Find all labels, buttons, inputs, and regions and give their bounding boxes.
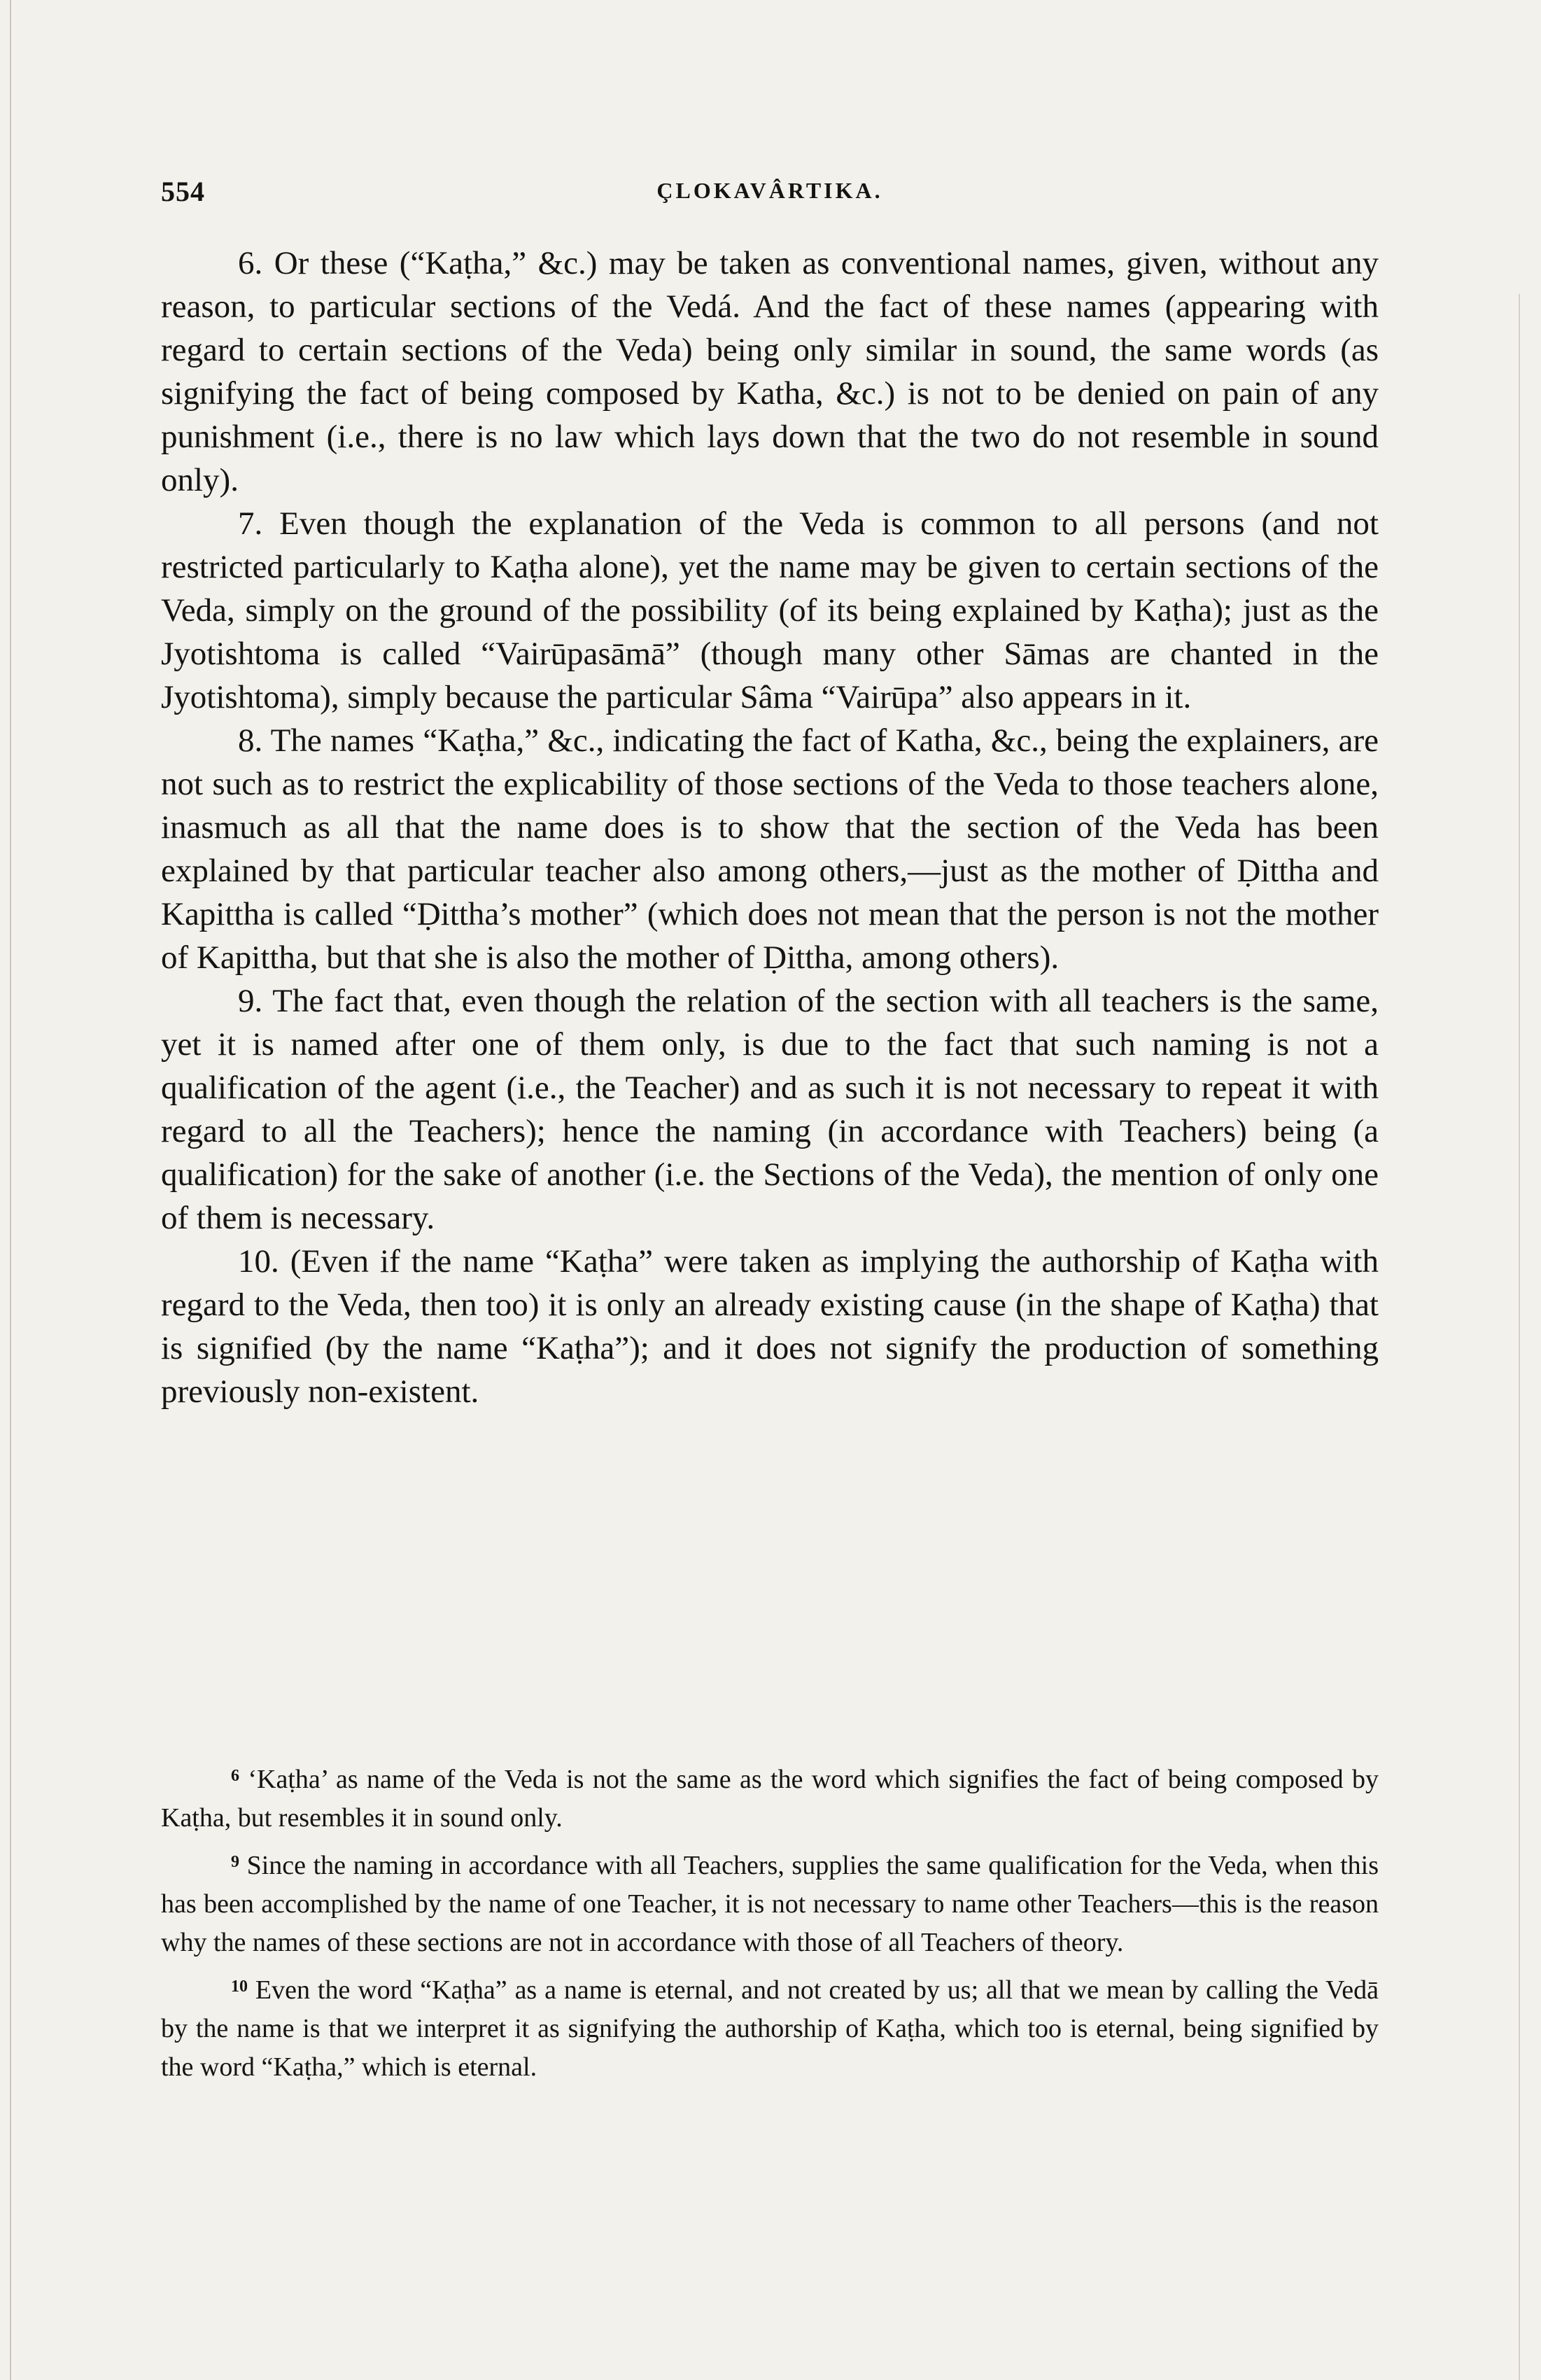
page-edge-line	[10, 0, 11, 2380]
paragraph-9: 9. The fact that, even though the relation of the section with all teachers is the same, yet it is named after one of them only, is due to the fact that such naming is not a qualification of the agent (i.e., the Teacher) and as such it is not necessary to repeat it with regard to all the Teachers); hence the naming (in accordance with Teachers) being (a qualification) for the sake of another (i.e. the Sections of the Veda), the mention of only one of them is necessary.	[161, 983, 1379, 1236]
paragraph-7: 7. Even though the explanation of the Veda is common to all persons (and not restricted particularly to Kaṭha alone), yet the name may be given to certain sections of the Veda, simply on the ground of the possibility (of its being explained by Kaṭha); just as the Jyotishtoma is called “Vairūpasāmā” (though many other Sāmas are chanted in the Jyotishtoma), simply because the particular Sâma “Vairūpa” also appears in it.	[161, 505, 1379, 715]
footnote-9	[161, 1843, 1379, 1962]
footnote-6	[161, 1757, 1379, 1837]
footnotes	[161, 1757, 1379, 2092]
page-header	[161, 175, 1379, 217]
footnote-text: Even the word “Kaṭha” as a name is eternal, and not created by us; all that we mean by calling the Vedā by the name is that we interpret it as signifying the authorship of Kaṭha, which too is eternal, being signified by the word “Kaṭha,” which is eternal.	[161, 1975, 1379, 2082]
running-title: ÇLOKAVÂRTIKA.	[656, 178, 883, 203]
paragraph-6: 6. Or these (“Kaṭha,” &c.) may be taken as conventional names, given, without any reason, to particular sections of the Vedá. And the fact of these names (appearing with regard to certain sections of the Veda) being only similar in sound, the same words (as signifying the fact of being composed by Katha, &c.) is not to be denied on pain of any punishment (i.e., there is no law which lays down that the two do not resemble in sound only).	[161, 245, 1379, 498]
paragraph-10: 10. (Even if the name “Kaṭha” were taken as implying the authorship of Kaṭha with regard to the Veda, then too) it is only an already existing cause (in the shape of Kaṭha) that is signified (by the name “Kaṭha”); and it does not signify the production of something previously non-existent.	[161, 1243, 1379, 1410]
body-text	[161, 241, 1379, 1413]
footnote-10	[161, 1968, 1379, 2087]
footnote-number: 9	[231, 1853, 239, 1871]
footnote-number: 6	[231, 1767, 239, 1785]
paragraph-8: 8. The names “Kaṭha,” &c., indicating the fact of Katha, &c., being the explainers, are not such as to restrict the explicability of those sections of the Veda to those teachers alone, inasmuch as all that the name does is to show that the section of the Veda has been explained by that particular teacher also among others,—just as the mother of Ḍittha and Kapittha is called “Ḍittha’s mother” (which does not mean that the person is not the mother of Kapittha, but that she is also the mother of Ḍittha, among others).	[161, 722, 1379, 976]
footnote-number: 10	[231, 1977, 248, 1996]
footnote-text: ‘Kaṭha’ as name of the Veda is not the same as the word which signifies the fact of being composed by Kaṭha, but resembles it in sound only.	[161, 1765, 1379, 1833]
page-right-line	[1519, 294, 1520, 2380]
page-number: 554	[161, 176, 205, 207]
footnote-text: Since the naming in accordance with all Teachers, supplies the same qualification for the Veda, when this has been accomplished by the name of one Teacher, it is not necessary to name other Teachers—this is the reason why the names of these sections are not in accordance with those of all Teachers of theory.	[161, 1851, 1379, 1957]
